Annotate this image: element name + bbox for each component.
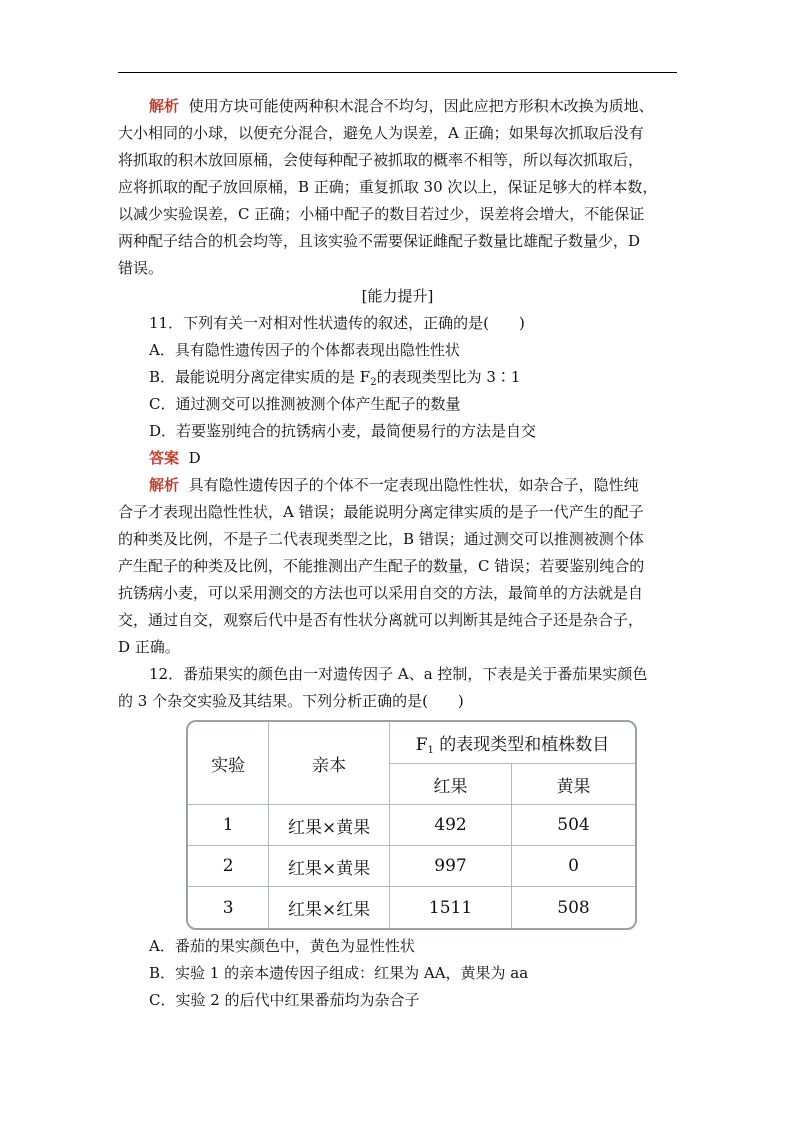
- q11-stem: 11．下列有关一对相对性状遗传的叙述，正确的是( ): [149, 314, 525, 332]
- cell-parents: 红果×黄果: [269, 846, 390, 887]
- table-row: [188, 846, 635, 887]
- table-row: [188, 887, 635, 928]
- cell-exp: 1: [188, 805, 269, 846]
- cell-exp: 3: [188, 887, 269, 928]
- header-f1: $F_1$ 的表现类型和植株数目: [390, 722, 635, 764]
- q11-analysis-line-5: 抗锈病小麦，可以采用测交的方法也可以采用自交的方法，最简单的方法就是自: [118, 584, 644, 602]
- q10-analysis-line-3: 将抓取的积木放回原桶，会使每种配子被抓取的概率不相等，所以每次抓取后，: [118, 151, 644, 169]
- q11-analysis-line-1: 解析 具有隐性遗传因子的个体不一定表现出隐性性状，如杂合子，隐性纯: [149, 476, 639, 494]
- results-table: [186, 720, 637, 930]
- table-row: [188, 805, 635, 846]
- q11-analysis-line-7: D 正确。: [118, 638, 180, 656]
- cell-yellow: 508: [557, 897, 590, 918]
- q10-analysis-label: 解析: [149, 97, 180, 115]
- cell-parents: 红果×黄果: [269, 805, 390, 846]
- cell-red: 1511: [390, 887, 512, 928]
- q12-stem-line-1: 12．番茄果实的颜色由一对遗传因子 A、a 控制，下表是关于番茄果实颜色: [149, 665, 648, 683]
- q10-analysis-line-2: 大小相同的小球，以便充分混合，避免人为误差，A 正确；如果每次抓取后没有: [118, 124, 644, 142]
- q12-option-b: B．实验 1 的亲本遗传因子组成：红果为 AA，黄果为 aa: [149, 964, 529, 982]
- q11-option-d: D．若要鉴别纯合的抗锈病小麦，最简便易行的方法是自交: [149, 422, 537, 440]
- header-parents: 亲本: [269, 722, 390, 805]
- cell-red: 492: [390, 805, 512, 846]
- header-yellow: 黄果: [512, 764, 635, 805]
- q11-analysis-line-4: 产生配子的种类及比例，不能推测出产生配子的数量，C 错误；若要鉴别纯合的: [118, 557, 645, 575]
- cell-red: 997: [390, 846, 512, 887]
- q11-analysis-line-3: 的种类及比例，不是子二代表现类型之比，B 错误；通过测交可以推测被测个体: [118, 530, 644, 548]
- q11-answer-value: D: [188, 449, 201, 467]
- cell-parents: 红果×红果: [269, 887, 390, 928]
- q12-option-c: C．实验 2 的后代中红果番茄均为杂合子: [149, 991, 420, 1009]
- q11-option-b: B．最能说明分离定律实质的是 $F_2$的表现类型比为 3∶1: [149, 368, 521, 388]
- q11-analysis-line-6: 交，通过自交，观察后代中是否有性状分离就可以判断其是纯合子还是杂合子，: [118, 611, 644, 629]
- q10-analysis-line-7: 错误。: [118, 259, 164, 277]
- q11-option-a: A．具有隐性遗传因子的个体都表现出隐性性状: [149, 341, 460, 359]
- cell-exp: 2: [188, 846, 269, 887]
- q11-analysis-line-2: 合子才表现出隐性性状，A 错误；最能说明分离定律实质的是子一代产生的配子: [118, 503, 644, 521]
- q10-analysis-line-5: 以减少实验误差，C 正确；小桶中配子的数目若过少，误差将会增大，不能保证: [118, 205, 645, 223]
- q11-option-c: C．通过测交可以推测被测个体产生配子的数量: [149, 395, 461, 413]
- q10-analysis-line-4: 应将抓取的配子放回原桶，B 正确；重复抓取 30 次以上，保证足够大的样本数，: [118, 178, 658, 196]
- q11-answer: [149, 448, 201, 468]
- section-title: [能力提升]: [361, 287, 434, 305]
- q12-stem-line-2: 的 3 个杂交实验及其结果。下列分析正确的是( ): [118, 692, 464, 710]
- header-red: 红果: [390, 764, 512, 805]
- q11-answer-label: 答案: [149, 449, 180, 467]
- q10-analysis-line-6: 两种配子结合的机会均等，且该实验不需要保证雌配子数量比雄配子数量少，D: [118, 232, 641, 250]
- header-rule: [118, 72, 677, 73]
- q11-analysis-label: 解析: [149, 476, 180, 494]
- q12-option-a: A．番茄的果实颜色中，黄色为显性性状: [149, 937, 415, 955]
- cell-yellow: 504: [512, 805, 635, 846]
- q10-analysis-line-1: 解析 使用方块可能使两种积木混合不均匀，因此应把方形积木改换为质地、: [149, 97, 654, 115]
- header-experiment: 实验: [188, 722, 269, 805]
- cell-yellow: 0: [512, 846, 635, 887]
